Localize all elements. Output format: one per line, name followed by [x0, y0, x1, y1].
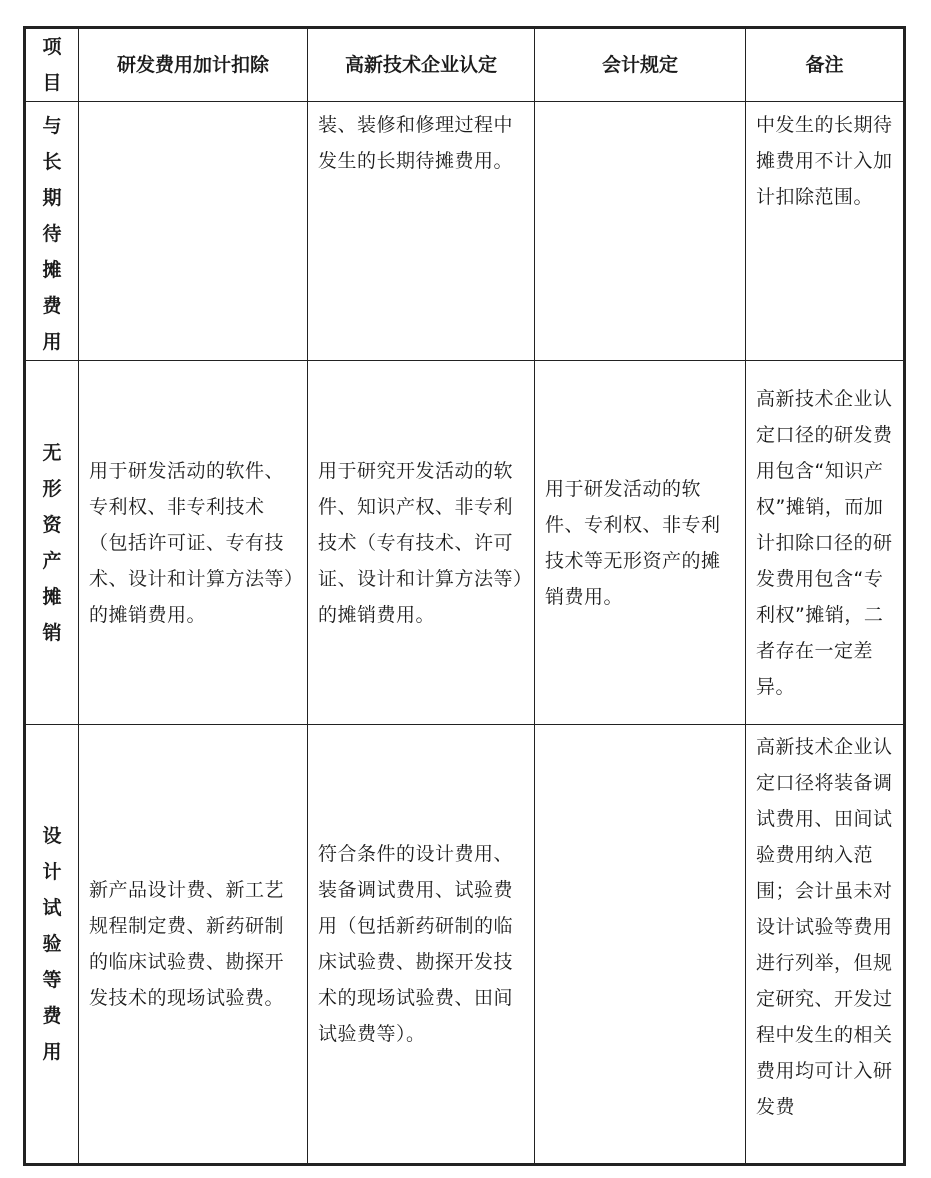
row-item-char: 期	[42, 187, 62, 209]
cell-rd-text: 新产品设计费、新工艺规程制定费、新药研制的临床试验费、勘探开发技术的现场试验费。	[89, 879, 285, 1009]
row-item-char: 用	[42, 1041, 62, 1063]
header-item	[25, 28, 79, 102]
cell-rd	[79, 361, 308, 725]
header-item-char: 目	[42, 72, 62, 94]
cell-note	[746, 725, 905, 1165]
cell-hightech-text: 符合条件的设计费用、装备调试费用、试验费用（包括新药研制的临床试验费、勘探开发技术的现场试验费、田间试验费等）。	[318, 843, 514, 1045]
row-item-label	[25, 102, 79, 361]
cell-hightech-text: 用于研究开发活动的软件、知识产权、非专利技术（专有技术、许可证、设计和计算方法等）的摊销费用。	[318, 459, 524, 626]
row-item-label	[25, 361, 79, 725]
comparison-table	[23, 26, 906, 1166]
cell-note	[746, 361, 905, 725]
cell-note	[746, 102, 905, 361]
row-item-char: 用	[42, 331, 62, 353]
row-item-char: 设	[42, 825, 62, 847]
row-item-char: 等	[42, 969, 62, 991]
row-item-char: 费	[42, 1005, 62, 1027]
row-item-char: 费	[42, 295, 62, 317]
cell-hightech	[308, 361, 535, 725]
cell-note-text: 高新技术企业认定口径的研发费用包含“知识产权”摊销，而加计扣除口径的研发费用包含“专利权”摊销，二者存在一定差异。	[756, 387, 893, 698]
row-item-char: 资	[42, 513, 62, 536]
cell-hightech	[308, 102, 535, 361]
row-item-char: 无	[42, 441, 62, 464]
table-row	[25, 361, 905, 725]
row-item-char: 计	[42, 861, 62, 883]
row-item-char: 产	[42, 549, 62, 572]
table-row	[25, 725, 905, 1165]
cell-hightech	[308, 725, 535, 1165]
table-row	[25, 102, 905, 361]
header-note: 备注	[746, 28, 905, 102]
row-item-char: 待	[42, 223, 62, 245]
cell-rd-text: 用于研发活动的软件、专利权、非专利技术（包括许可证、专有技术、设计和计算方法等）的摊销费用。	[89, 459, 295, 626]
cell-accounting-text: 用于研发活动的软件、专利权、非专利技术等无形资产的摊销费用。	[545, 477, 721, 608]
cell-accounting	[535, 725, 746, 1165]
row-item-char: 销	[42, 621, 62, 644]
header-accounting: 会计规定	[535, 28, 746, 102]
row-item-char: 试	[42, 897, 62, 919]
header-rd-deduction: 研发费用加计扣除	[79, 28, 308, 102]
cell-accounting	[535, 361, 746, 725]
row-item-char: 长	[42, 151, 62, 173]
cell-accounting	[535, 102, 746, 361]
cell-rd	[79, 725, 308, 1165]
row-item-label	[25, 725, 79, 1165]
header-item-char: 项	[42, 36, 62, 58]
cell-note-text: 高新技术企业认定口径将装备调试费用、田间试验费用纳入范围；会计虽未对设计试验等费用进行列举，但规定研究、开发过程中发生的相关费用均可计入研发费	[756, 736, 893, 1118]
header-hightech: 高新技术企业认定	[308, 28, 535, 102]
cell-rd	[79, 102, 308, 361]
row-item-char: 摊	[42, 585, 62, 608]
row-item-char: 形	[42, 477, 62, 500]
row-item-char: 摊	[42, 259, 62, 281]
cell-hightech-text: 装、装修和修理过程中发生的长期待摊费用。	[318, 114, 514, 172]
table-header-row	[25, 28, 905, 102]
row-item-char: 验	[42, 933, 62, 955]
cell-note-text: 中发生的长期待摊费用不计入加计扣除范围。	[756, 114, 893, 208]
row-item-char: 与	[42, 115, 62, 137]
